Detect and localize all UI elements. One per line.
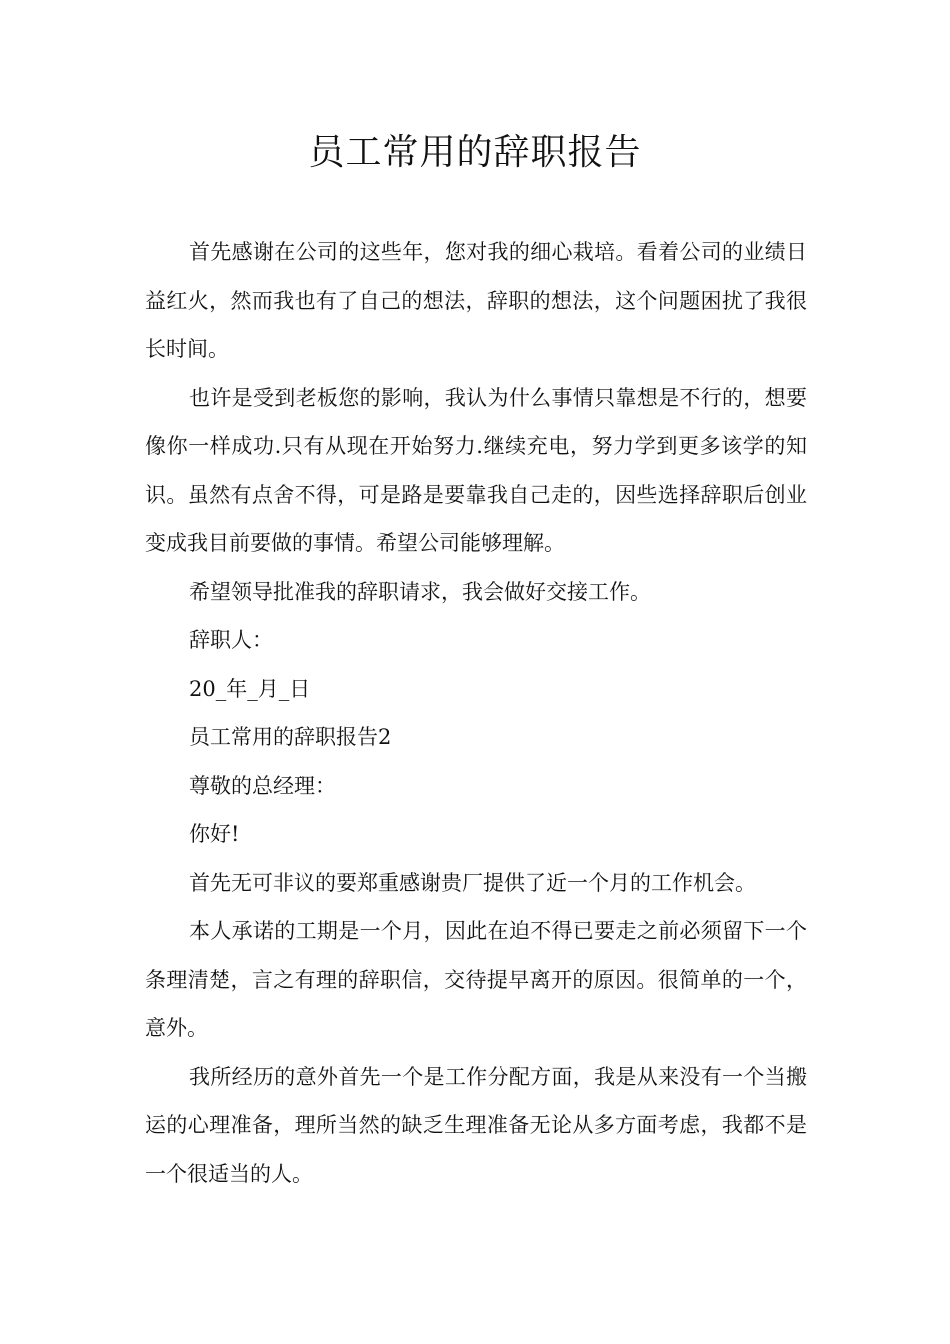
salutation: 尊敬的总经理： <box>189 773 336 798</box>
section-heading-2: 员工常用的辞职报告2 <box>189 725 392 749</box>
greeting: 你好! <box>189 822 240 846</box>
date-line: 20_年_月_日 <box>189 676 311 701</box>
paragraph-5: 本人承诺的工期是一个月，因此在迫不得已要走之前必须留下一个条理清楚，言之有理的辞职信，交待提早离开的原因。很简单的一个，意外。 <box>145 919 807 1040</box>
paragraph-1: 首先感谢在公司的这些年，您对我的细心栽培。看着公司的业绩日益红火，然而我也有了自己的想法，辞职的想法，这个问题困扰了我很长时间。 <box>145 240 807 361</box>
document-title: 员工常用的辞职报告 <box>308 132 642 173</box>
signature-label: 辞职人： <box>189 628 273 652</box>
paragraph-6: 我所经历的意外首先一个是工作分配方面，我是从来没有一个当搬运的心理准备，理所当然的缺乏生理准备无论从多方面考虑，我都不是一个很适当的人。 <box>145 1064 807 1186</box>
document-body <box>145 228 807 1198</box>
paragraph-4: 首先无可非议的要郑重感谢贵厂提供了近一个月的工作机会。 <box>189 870 756 895</box>
paragraph-3: 希望领导批准我的辞职请求，我会做好交接工作。 <box>189 579 651 604</box>
paragraph-2: 也许是受到老板您的影响，我认为什么事情只靠想是不行的，想要像你一样成功.只有从现在开始努力.继续充电，努力学到更多该学的知识。虽然有点舍不得，可是路是要靠我自己走的，因些选择辞职后创业变成我目前要做的事情。希望公司能够理解。 <box>145 385 807 555</box>
